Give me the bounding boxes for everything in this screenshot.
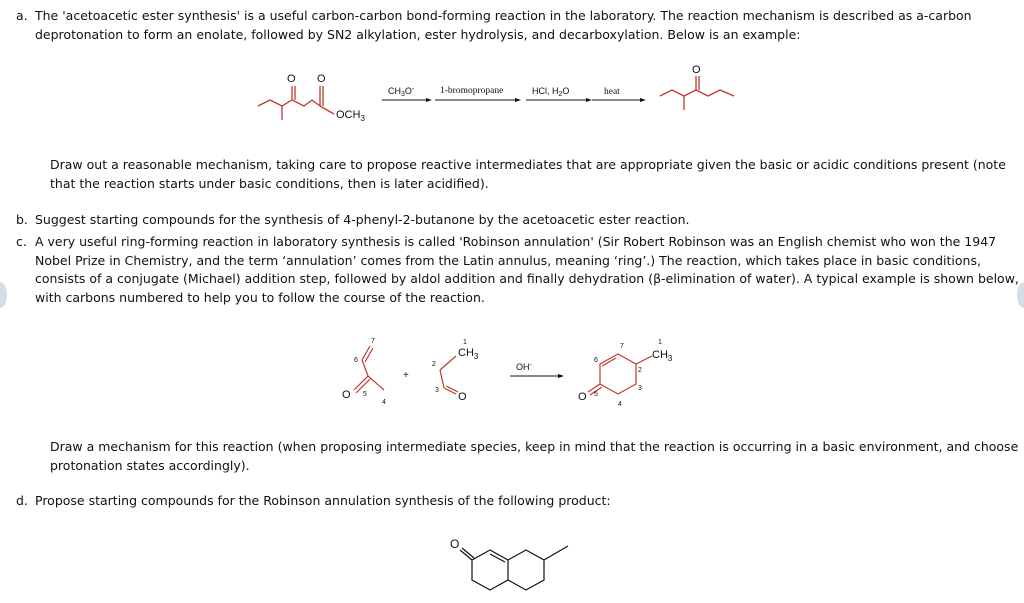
- reagent-methoxide-tail: O: [404, 86, 412, 96]
- question-a-instruction: [50, 156, 1006, 193]
- base-label-sup: -: [529, 362, 532, 369]
- bicyclic-enone-structure: [440, 528, 590, 600]
- butanone-number-1: 1: [463, 339, 467, 346]
- reagent-methoxide-main: CH: [388, 86, 401, 96]
- product-ch3-label: [652, 349, 673, 363]
- mvk-number-6: 6: [354, 357, 358, 364]
- question-a-instruction-line-2: that the reaction starts under basic conditions, then is later acidified).: [50, 175, 489, 191]
- previous-page-button[interactable]: [0, 282, 7, 308]
- question-a-text: [35, 7, 972, 44]
- question-d-marker: d.: [16, 493, 28, 508]
- product-number-2: 2: [638, 367, 642, 374]
- mvk-number-5: 5: [363, 391, 367, 398]
- question-a-marker: a.: [16, 8, 28, 23]
- butanone-ch3-label: [458, 347, 479, 361]
- question-c-line-2: Nobel Prize in Chemistry, and the term ‘annulation’ comes from the Latin annulus, meaning ‘ring’.) The reaction, which takes place in basic conditions,: [35, 252, 981, 268]
- product-ch3-sub: 3: [667, 354, 673, 363]
- product-number-1: 1: [658, 339, 662, 346]
- methyl-acetoacetate-structure: [258, 86, 334, 120]
- product-number-6: 6: [594, 357, 598, 364]
- reagent-hcl-water: [532, 86, 569, 98]
- mvk-number-4: 4: [382, 399, 386, 406]
- acetoacetic-ester-scheme: [240, 60, 800, 150]
- methoxy-label: [336, 109, 365, 123]
- product-o-label: O: [578, 391, 587, 403]
- question-c-instruction-line-1: Draw a mechanism for this reaction (when proposing intermediate species, keep in mind that the reaction is occurring in a basic environment, and choose: [50, 439, 1019, 454]
- next-page-button[interactable]: [1017, 282, 1024, 308]
- reagent-bromopropane: 1-bromopropane: [440, 86, 504, 96]
- ketone-o-label: O: [287, 73, 296, 85]
- product-number-5: 5: [594, 391, 598, 398]
- bicyclic-o-label: O: [450, 537, 460, 551]
- butanone-ch3-sub: 3: [473, 352, 479, 361]
- reagent-methoxide-sup: -: [411, 86, 415, 93]
- product-number-4: 4: [618, 401, 622, 408]
- question-a-instruction-line-1: Draw out a reasonable mechanism, taking care to propose reactive intermediates that are appropriate given the basic or acidic conditions present (note: [50, 157, 1006, 172]
- robinson-annulation-scheme: [330, 332, 690, 412]
- mvk-number-7: 7: [371, 338, 375, 345]
- product-ketone-structure: [660, 76, 734, 110]
- mvk-o-label: O: [342, 389, 351, 401]
- butanone-number-3: 3: [435, 387, 439, 394]
- butanone-structure: [440, 356, 458, 394]
- reagent-hcl-main: HCl, H: [532, 86, 559, 96]
- methyl-vinyl-ketone-structure: [354, 346, 384, 393]
- question-c-text: [35, 233, 1019, 307]
- plus-sign: +: [403, 370, 409, 381]
- reagent-hcl-tail: O: [562, 86, 570, 96]
- reagent-hcl-sub: 2: [558, 91, 563, 98]
- product-number-7: 7: [620, 343, 624, 350]
- question-b-text: Suggest starting compounds for the synthesis of 4-phenyl-2-butanone by the acetoacetic ester reaction.: [35, 212, 690, 227]
- methoxy-sub: 3: [360, 114, 365, 123]
- bicyclic-enone-bonds: [460, 546, 568, 590]
- base-label: [516, 362, 533, 372]
- product-ch3-main: CH: [652, 349, 668, 361]
- product-o-label: O: [692, 64, 701, 76]
- butanone-o-label: O: [458, 391, 467, 403]
- butanone-ch3-main: CH: [458, 347, 474, 359]
- question-c-instruction: [50, 438, 1018, 475]
- question-c-line-1: A very useful ring-forming reaction in laboratory synthesis is called 'Robinson annulation' (Sir Robert Robinson was an English chemist who won the 1947: [35, 234, 997, 249]
- question-b-marker: b.: [16, 212, 28, 227]
- question-a-line-1: The 'acetoacetic ester synthesis' is a useful carbon-carbon bond-forming reaction in the laboratory. The reaction mechanism is described as a-carbon: [35, 8, 972, 23]
- question-d-text: Propose starting compounds for the Robinson annulation synthesis of the following product:: [35, 493, 611, 508]
- base-label-main: OH: [516, 362, 530, 372]
- butanone-number-2: 2: [432, 361, 436, 368]
- question-c-line-3: consists of a conjugate (Michael) addition step, followed by aldol addition and finally dehydration (β-elimination of water). A typical example is shown below,: [35, 271, 1019, 286]
- base-arrow-head: [558, 374, 564, 378]
- question-a-line-2: deprotonation to form an enolate, followed by SN2 alkylation, ester hydrolysis, and decarboxylation. Below is an example:: [35, 26, 801, 42]
- reagent-methoxide-sub: 3: [401, 91, 405, 98]
- ester-o-label: O: [317, 73, 326, 85]
- reagent-methoxide: [388, 86, 415, 98]
- reagent-heat: heat: [604, 87, 620, 97]
- methoxy-main: OCH: [336, 109, 361, 121]
- question-c-instruction-line-2: protonation states accordingly).: [50, 457, 250, 473]
- question-c-line-4: with carbons numbered to help you to follow the course of the reaction.: [35, 289, 485, 305]
- question-c-marker: c.: [16, 234, 27, 249]
- product-number-3: 3: [638, 385, 642, 392]
